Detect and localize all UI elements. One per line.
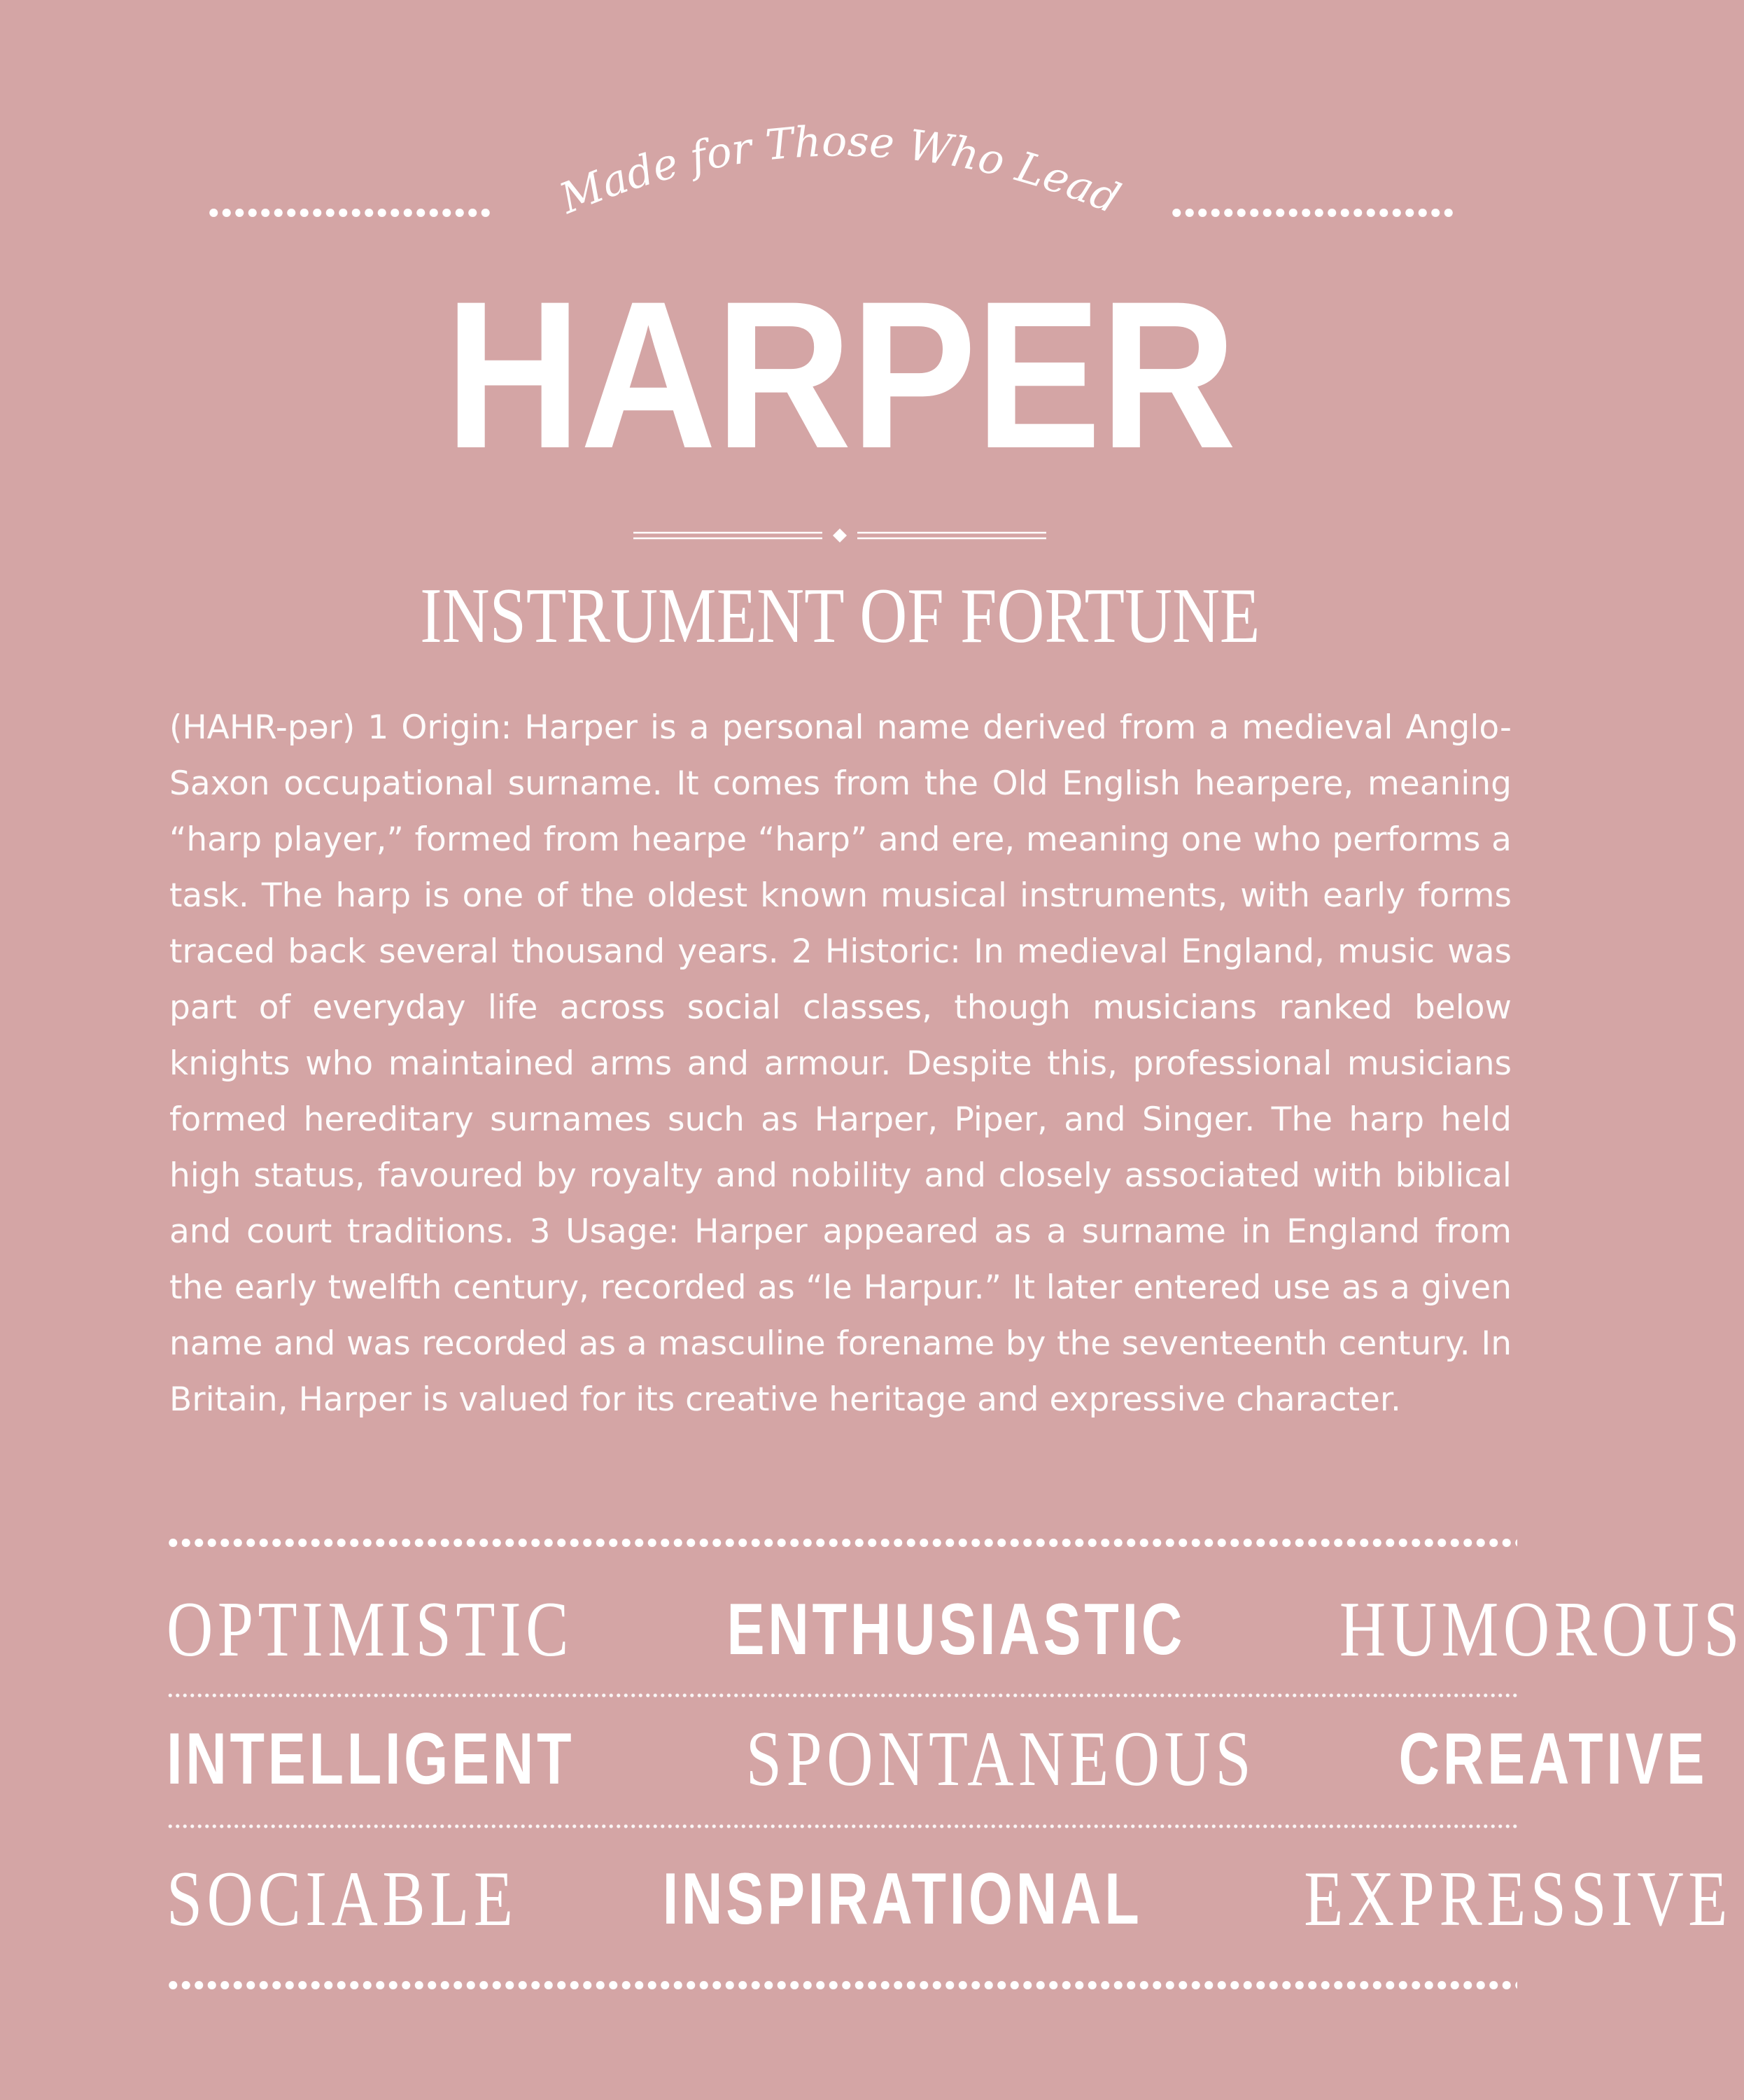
- name-heading: HARPER: [444, 257, 1235, 492]
- trait-word: CREATIVE: [1398, 1718, 1708, 1800]
- subtitle-wrap: [0, 570, 1680, 662]
- trait-word: ENTHUSIASTIC: [726, 1589, 1186, 1670]
- traits-row-separator: [167, 1693, 1517, 1698]
- diamond-divider: [633, 525, 1046, 546]
- trait-word: INSPIRATIONAL: [662, 1858, 1143, 1940]
- top-right-dotted-divider: [1170, 209, 1457, 217]
- traits-row-1: [167, 1586, 1744, 1673]
- trait-word: INTELLIGENT: [167, 1718, 575, 1800]
- top-left-dotted-divider: [207, 209, 494, 217]
- name-heading-wrap: [0, 259, 1680, 490]
- trait-word: SPONTANEOUS: [745, 1716, 1256, 1802]
- traits-row-3: [167, 1856, 1732, 1942]
- trait-word: HUMOROUS: [1339, 1586, 1744, 1673]
- subtitle: INSTRUMENT OF FORTUNE: [419, 573, 1260, 659]
- trait-word: OPTIMISTIC: [167, 1586, 573, 1673]
- trait-word: SOCIABLE: [167, 1856, 518, 1942]
- diamond-icon: [833, 528, 847, 542]
- traits-row-separator: [167, 1824, 1517, 1828]
- traits-row-2: [167, 1716, 1708, 1802]
- tagline: Made for Those Who Lead: [553, 117, 1127, 224]
- name-definition: (HAHR-pər) 1 Origin: Harper is a personal name derived from a medieval Anglo-Saxon occupational surname. It comes from the Old English hearpere, meaning “harp player,” formed from hearpe “harp” and ere, meaning one who performs a task. The harp is one of the oldest known musical instruments, with early forms traced back several thousand years. 2 Historic: In medieval England, music was part of everyday life across social classes, though musicians ranked below knights who maintained arms and armour. Despite this, professional musicians formed hereditary surnames such as Harper, Piper, and Singer. The harp held high status, favoured by royalty and nobility and closely associated with biblical and court traditions. 3 Usage: Harper appeared as a surname in England from the early twelfth century, recorded as “le Harpur.” It later entered use as a given name and was recorded as a masculine forename by the seventeenth century. In Britain, Harper is valued for its creative heritage and expressive character.: [169, 708, 1512, 1419]
- tagline-arc: [532, 105, 1148, 238]
- traits-top-dotted-divider: [167, 1539, 1517, 1547]
- traits-bottom-dotted-divider: [167, 1981, 1517, 1989]
- trait-word: EXPRESSIVE: [1304, 1856, 1732, 1942]
